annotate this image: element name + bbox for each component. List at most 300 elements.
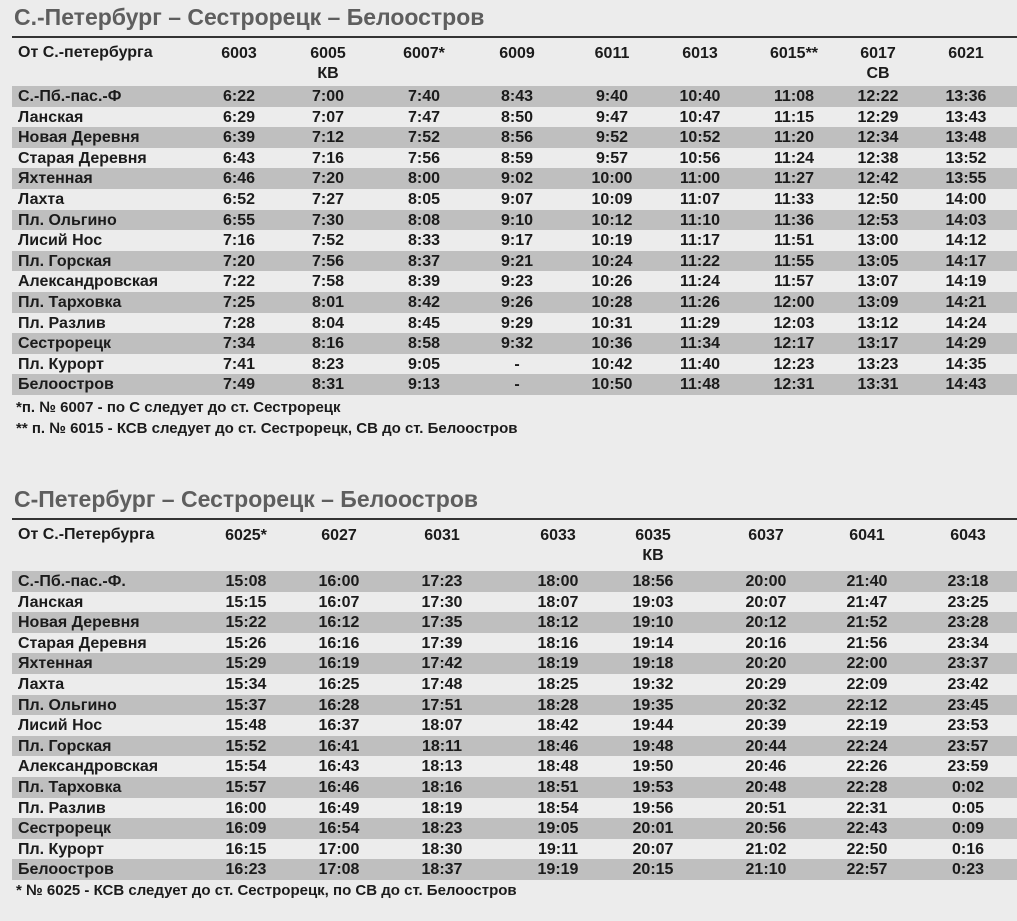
departure-time: 16:00 bbox=[318, 573, 360, 590]
header-row bbox=[12, 522, 1017, 564]
departure-time: 20:29 bbox=[745, 675, 787, 693]
table-row bbox=[12, 653, 1017, 674]
departure-time: 18:19 bbox=[421, 799, 463, 817]
departure-time: 23:28 bbox=[947, 614, 989, 632]
departure-time: 11:20 bbox=[773, 129, 815, 147]
departure-time: 7:07 bbox=[311, 108, 345, 126]
station-name: Пл. Тарховка bbox=[18, 293, 122, 311]
departure-time: 15:34 bbox=[225, 675, 267, 693]
train-number-label: 6031 bbox=[424, 527, 460, 544]
departure-time: 18:07 bbox=[421, 717, 463, 735]
departure-time: 16:12 bbox=[318, 614, 360, 632]
train-number bbox=[289, 526, 389, 546]
departure-time: 21:52 bbox=[846, 614, 888, 632]
departure-time: 20:07 bbox=[745, 593, 787, 611]
departure-time: 11:15 bbox=[773, 108, 815, 126]
departure-time: 12:42 bbox=[857, 170, 899, 188]
departure-time: 7:28 bbox=[222, 314, 256, 332]
departure-time: 10:52 bbox=[679, 129, 721, 147]
departure-time: 15:37 bbox=[225, 696, 267, 714]
departure-time: 20:07 bbox=[632, 840, 674, 858]
departure-time: 10:40 bbox=[679, 88, 721, 105]
train-number-label: 6033 bbox=[540, 527, 576, 544]
departure-time: 6:43 bbox=[222, 149, 256, 167]
departure-time: 8:37 bbox=[407, 252, 441, 270]
departure-time: 11:24 bbox=[773, 149, 815, 167]
departure-time: 13:09 bbox=[857, 293, 899, 311]
station-name: С.-Пб.-пас.-Ф. bbox=[18, 573, 126, 590]
departure-time: 0:09 bbox=[951, 820, 985, 838]
departure-time: 19:18 bbox=[632, 655, 674, 673]
table-row bbox=[12, 859, 1017, 880]
station-name: Пл. Ольгино bbox=[18, 211, 117, 229]
departure-time: 16:15 bbox=[225, 840, 267, 858]
train-number-label: 6041 bbox=[849, 527, 885, 544]
departure-time: 7:58 bbox=[311, 273, 345, 291]
departure-time: 16:43 bbox=[318, 758, 360, 776]
departure-time: 13:43 bbox=[945, 108, 987, 126]
departure-time: 19:10 bbox=[632, 614, 674, 632]
departure-time: 9:02 bbox=[500, 170, 534, 188]
train-number-label: 6003 bbox=[221, 45, 257, 62]
departure-time: 7:56 bbox=[407, 149, 441, 167]
departure-time: 19:53 bbox=[632, 778, 674, 796]
departure-time: 18:00 bbox=[537, 573, 579, 590]
departure-time: 8:23 bbox=[311, 355, 345, 373]
station-name: Белоостров bbox=[18, 861, 114, 879]
train-type-note: КВ bbox=[317, 65, 339, 82]
departure-time: 8:50 bbox=[500, 108, 534, 126]
station-name: Пл. Курорт bbox=[18, 355, 104, 373]
departure-time: 11:29 bbox=[679, 314, 721, 332]
departure-time: 14:17 bbox=[945, 252, 987, 270]
train-number bbox=[562, 44, 662, 64]
departure-time: 7:40 bbox=[407, 88, 441, 105]
train-number bbox=[828, 44, 928, 84]
departure-time: 10:28 bbox=[591, 293, 633, 311]
departure-time: 18:13 bbox=[421, 758, 463, 776]
departure-time: 18:48 bbox=[537, 758, 579, 776]
departure-time: 18:25 bbox=[537, 675, 579, 693]
train-number bbox=[196, 526, 296, 546]
departure-time: 11:34 bbox=[679, 335, 721, 353]
departure-time: 0:16 bbox=[951, 840, 985, 858]
departure-time: 23:45 bbox=[947, 696, 989, 714]
departure-time: 9:23 bbox=[500, 273, 534, 291]
departure-time: 20:01 bbox=[632, 820, 674, 838]
departure-time: 18:30 bbox=[421, 840, 463, 858]
departure-time: 21:40 bbox=[846, 573, 888, 590]
departure-time: 18:46 bbox=[537, 737, 579, 755]
departure-time: 22:57 bbox=[846, 861, 888, 879]
departure-time: 18:42 bbox=[537, 717, 579, 735]
station-name: Сестрорецк bbox=[18, 820, 112, 838]
departure-time: 20:15 bbox=[632, 861, 674, 879]
departure-time: 6:46 bbox=[222, 170, 256, 188]
departure-time: 23:18 bbox=[947, 573, 989, 590]
table-row bbox=[12, 292, 1017, 313]
departure-time: 20:44 bbox=[745, 737, 787, 755]
departure-time: 6:39 bbox=[222, 129, 256, 147]
departure-time: 15:29 bbox=[225, 655, 267, 673]
departure-time: 8:43 bbox=[500, 88, 534, 105]
departure-time: 14:12 bbox=[945, 232, 987, 250]
departure-time: - bbox=[514, 355, 520, 373]
departure-time: 23:37 bbox=[947, 655, 989, 673]
departure-time: 15:15 bbox=[225, 593, 267, 611]
departure-time: 20:12 bbox=[745, 614, 787, 632]
departure-time: 7:52 bbox=[311, 232, 345, 250]
departure-time: 16:25 bbox=[318, 675, 360, 693]
departure-time: 11:51 bbox=[773, 232, 815, 250]
departure-time: 20:32 bbox=[745, 696, 787, 714]
departure-time: 15:54 bbox=[225, 758, 267, 776]
train-number-label: 6027 bbox=[321, 527, 357, 544]
departure-time: 23:25 bbox=[947, 593, 989, 611]
departure-time: 22:19 bbox=[846, 717, 888, 735]
departure-time: 18:12 bbox=[537, 614, 579, 632]
train-number-label: 6037 bbox=[748, 527, 784, 544]
departure-time: 10:56 bbox=[679, 149, 721, 167]
departure-time: 18:16 bbox=[421, 778, 463, 796]
table-row bbox=[12, 189, 1017, 210]
departure-time: 13:31 bbox=[857, 376, 899, 394]
departure-time: 0:23 bbox=[951, 861, 985, 879]
departure-time: 7:20 bbox=[311, 170, 345, 188]
departure-time: 17:35 bbox=[421, 614, 463, 632]
departure-time: 16:16 bbox=[318, 634, 360, 652]
departure-time: 22:24 bbox=[846, 737, 888, 755]
departure-time: 8:00 bbox=[407, 170, 441, 188]
departure-time: 13:00 bbox=[857, 232, 899, 250]
train-number bbox=[916, 44, 1016, 64]
departure-time: 18:54 bbox=[537, 799, 579, 817]
departure-time: 22:26 bbox=[846, 758, 888, 776]
train-number bbox=[392, 526, 492, 546]
station-name: Пл. Тарховка bbox=[18, 778, 122, 796]
departure-time: 10:36 bbox=[591, 335, 633, 353]
departure-time: 15:22 bbox=[225, 614, 267, 632]
departure-time: 9:52 bbox=[595, 129, 629, 147]
departure-time: 0:05 bbox=[951, 799, 985, 817]
departure-time: 21:02 bbox=[745, 840, 787, 858]
departure-time: 21:10 bbox=[745, 861, 787, 879]
table-row bbox=[12, 633, 1017, 654]
departure-time: 17:08 bbox=[318, 861, 360, 879]
table-row bbox=[12, 107, 1017, 128]
departure-time: 14:35 bbox=[945, 355, 987, 373]
departure-time: 14:43 bbox=[945, 376, 987, 394]
departure-time: 11:36 bbox=[773, 211, 815, 229]
departure-time: 9:13 bbox=[407, 376, 441, 394]
departure-time: 16:19 bbox=[318, 655, 360, 673]
table-row bbox=[12, 571, 1017, 592]
departure-time: 18:37 bbox=[421, 861, 463, 879]
departure-time: 8:45 bbox=[407, 314, 441, 332]
table-row bbox=[12, 271, 1017, 292]
departure-time: 16:41 bbox=[318, 737, 360, 755]
departure-time: 10:09 bbox=[591, 190, 633, 208]
departure-time: 8:04 bbox=[311, 314, 345, 332]
departure-time: 18:56 bbox=[632, 573, 674, 590]
train-type-note: СВ bbox=[866, 65, 890, 82]
departure-time: 20:39 bbox=[745, 717, 787, 735]
timetable-body bbox=[12, 86, 1017, 395]
departure-time: 18:28 bbox=[537, 696, 579, 714]
departure-time: 13:07 bbox=[857, 273, 899, 291]
departure-time: 17:30 bbox=[421, 593, 463, 611]
departure-time: 20:16 bbox=[745, 634, 787, 652]
departure-time: 14:19 bbox=[945, 273, 987, 291]
departure-time: 19:48 bbox=[632, 737, 674, 755]
departure-time: 6:52 bbox=[222, 190, 256, 208]
departure-time: 11:57 bbox=[773, 273, 815, 291]
train-number-label: 6013 bbox=[682, 45, 718, 62]
departure-time: 17:00 bbox=[318, 840, 360, 858]
departure-time: 9:26 bbox=[500, 293, 534, 311]
table-row bbox=[12, 818, 1017, 839]
departure-time: 7:34 bbox=[222, 335, 256, 353]
departure-time: 19:35 bbox=[632, 696, 674, 714]
departure-time: 11:24 bbox=[679, 273, 721, 291]
station-name: Ланская bbox=[18, 108, 84, 126]
departure-time: 22:43 bbox=[846, 820, 888, 838]
departure-time: 19:11 bbox=[537, 840, 579, 858]
station-name: Пл. Горская bbox=[18, 737, 112, 755]
departure-time: 20:46 bbox=[745, 758, 787, 776]
departure-time: 19:19 bbox=[537, 861, 579, 879]
departure-time: 23:42 bbox=[947, 675, 989, 693]
departure-time: 9:17 bbox=[500, 232, 534, 250]
departure-time: 11:10 bbox=[679, 211, 721, 229]
departure-time: 17:48 bbox=[421, 675, 463, 693]
table-row bbox=[12, 798, 1017, 819]
train-number bbox=[508, 526, 608, 546]
footnote: ** п. № 6015 - КСВ следует до ст. Сестрорецк, СВ до ст. Белоостров bbox=[16, 420, 518, 437]
departure-time: 14:00 bbox=[945, 190, 987, 208]
departure-time: 7:00 bbox=[311, 88, 345, 105]
train-type-note: КВ bbox=[642, 547, 664, 564]
departure-time: 9:40 bbox=[595, 88, 629, 105]
station-name: Новая Деревня bbox=[18, 129, 140, 147]
departure-time: 12:03 bbox=[773, 314, 815, 332]
departure-time: 7:25 bbox=[222, 293, 256, 311]
departure-time: 8:39 bbox=[407, 273, 441, 291]
departure-time: 12:29 bbox=[857, 108, 899, 126]
station-name: Александровская bbox=[18, 273, 159, 291]
timetable-title: С-Петербург – Сестрорецк – Белоостров bbox=[14, 486, 479, 512]
departure-time: 12:53 bbox=[857, 211, 899, 229]
departure-time: 16:28 bbox=[318, 696, 360, 714]
departure-time: 10:50 bbox=[591, 376, 633, 394]
station-name: Старая Деревня bbox=[18, 634, 147, 652]
departure-time: 13:48 bbox=[945, 129, 987, 147]
departure-time: 23:53 bbox=[947, 717, 989, 735]
departure-time: 11:26 bbox=[679, 293, 721, 311]
departure-time: 7:12 bbox=[311, 129, 345, 147]
departure-time: 22:50 bbox=[846, 840, 888, 858]
train-number bbox=[189, 44, 289, 64]
departure-time: 10:12 bbox=[591, 211, 633, 229]
train-number-label: 6025* bbox=[225, 527, 267, 544]
station-name: Лахта bbox=[18, 675, 65, 693]
departure-time: 16:49 bbox=[318, 799, 360, 817]
table-row bbox=[12, 674, 1017, 695]
train-number-label: 6035 bbox=[635, 527, 671, 544]
table-row bbox=[12, 695, 1017, 716]
departure-time: 7:16 bbox=[222, 232, 256, 250]
departure-time: 19:50 bbox=[632, 758, 674, 776]
departure-time: 11:40 bbox=[679, 355, 721, 373]
departure-time: 23:59 bbox=[947, 758, 989, 776]
departure-time: 18:07 bbox=[537, 593, 579, 611]
footnotes bbox=[16, 881, 517, 902]
departure-time: 10:42 bbox=[591, 355, 633, 373]
departure-time: 7:49 bbox=[222, 376, 256, 394]
footnote: *п. № 6007 - по С следует до ст. Сестрорецк bbox=[16, 399, 341, 416]
train-number-label: 6021 bbox=[948, 45, 984, 62]
departure-time: 18:16 bbox=[537, 634, 579, 652]
departure-time: 13:17 bbox=[857, 335, 899, 353]
departure-time: 10:00 bbox=[591, 170, 633, 188]
departure-time: 20:00 bbox=[745, 573, 787, 590]
table-row bbox=[12, 86, 1017, 107]
departure-time: 8:56 bbox=[500, 129, 534, 147]
departure-time: 15:48 bbox=[225, 717, 267, 735]
station-name: Пл. Курорт bbox=[18, 840, 104, 858]
departure-time: 12:50 bbox=[857, 190, 899, 208]
departure-time: 17:51 bbox=[421, 696, 463, 714]
departure-time: 7:16 bbox=[311, 149, 345, 167]
departure-time: 11:00 bbox=[679, 170, 721, 188]
departure-time: 16:46 bbox=[318, 778, 360, 796]
departure-time: 10:24 bbox=[591, 252, 633, 270]
departure-time: 12:34 bbox=[857, 129, 899, 147]
departure-time: 14:21 bbox=[945, 293, 987, 311]
station-name: Ланская bbox=[18, 593, 84, 611]
departure-time: 7:41 bbox=[222, 355, 256, 373]
departure-time: 16:23 bbox=[225, 861, 267, 879]
departure-time: 13:23 bbox=[857, 355, 899, 373]
table-row bbox=[12, 736, 1017, 757]
table-row bbox=[12, 612, 1017, 633]
departure-time: 11:07 bbox=[679, 190, 721, 208]
table-row bbox=[12, 756, 1017, 777]
departure-time: 7:47 bbox=[407, 108, 441, 126]
departure-time: 21:47 bbox=[846, 593, 888, 611]
departure-time: 11:27 bbox=[773, 170, 815, 188]
train-number-label: 6015** bbox=[769, 45, 819, 62]
train-number-label: 6005 bbox=[310, 45, 346, 62]
departure-time: 8:33 bbox=[407, 232, 441, 250]
departure-time: 17:39 bbox=[421, 634, 463, 652]
departure-time: 8:59 bbox=[500, 149, 534, 167]
departure-time: 10:47 bbox=[679, 108, 721, 126]
header-row bbox=[12, 40, 1017, 82]
departure-time: 17:23 bbox=[421, 573, 463, 590]
departure-time: 13:05 bbox=[857, 252, 899, 270]
table-row bbox=[12, 592, 1017, 613]
departure-time: 6:29 bbox=[222, 108, 256, 126]
departure-time: 7:30 bbox=[311, 211, 345, 229]
station-name: Пл. Разлив bbox=[18, 314, 106, 332]
departure-time: 11:33 bbox=[773, 190, 815, 208]
train-number bbox=[603, 526, 703, 566]
footnotes bbox=[16, 398, 517, 440]
departure-time: 6:55 bbox=[222, 211, 256, 229]
departure-time: 14:29 bbox=[945, 335, 987, 353]
train-number bbox=[716, 526, 816, 546]
departure-time: 7:27 bbox=[311, 190, 345, 208]
departure-time: 7:52 bbox=[407, 129, 441, 147]
departure-time: 20:48 bbox=[745, 778, 787, 796]
station-name: С.-Пб.-пас.-Ф bbox=[18, 88, 122, 105]
train-number-label: 6009 bbox=[499, 45, 535, 62]
departure-time: 19:14 bbox=[632, 634, 674, 652]
table-row bbox=[12, 251, 1017, 272]
table-row bbox=[12, 313, 1017, 334]
departure-time: 16:07 bbox=[318, 593, 360, 611]
footnote: * № 6025 - КСВ следует до ст. Сестрорецк, по СВ до ст. Белоостров bbox=[16, 882, 517, 899]
table-row bbox=[12, 777, 1017, 798]
station-name: Старая Деревня bbox=[18, 149, 147, 167]
table-row bbox=[12, 374, 1017, 395]
departure-time: 9:32 bbox=[500, 335, 534, 353]
departure-time: 0:02 bbox=[951, 778, 985, 796]
departure-time: 22:12 bbox=[846, 696, 888, 714]
departure-time: 10:19 bbox=[591, 232, 633, 250]
departure-time: 16:00 bbox=[225, 799, 267, 817]
station-name: Сестрорецк bbox=[18, 335, 112, 353]
table-row bbox=[12, 210, 1017, 231]
origin-label: От С.-Петербурга bbox=[18, 526, 155, 543]
header-rule bbox=[12, 36, 1017, 38]
departure-time: 13:52 bbox=[945, 149, 987, 167]
departure-time: 22:00 bbox=[846, 655, 888, 673]
table-row bbox=[12, 168, 1017, 189]
departure-time: 13:55 bbox=[945, 170, 987, 188]
departure-time: 20:51 bbox=[745, 799, 787, 817]
departure-time: 10:31 bbox=[591, 314, 633, 332]
departure-time: 7:20 bbox=[222, 252, 256, 270]
departure-time: 8:05 bbox=[407, 190, 441, 208]
train-number-label: 6017 bbox=[860, 45, 896, 62]
departure-time: 8:42 bbox=[407, 293, 441, 311]
departure-time: 7:22 bbox=[222, 273, 256, 291]
departure-time: 23:34 bbox=[947, 634, 989, 652]
departure-time: 13:36 bbox=[945, 88, 987, 105]
departure-time: 18:23 bbox=[421, 820, 463, 838]
departure-time: 10:26 bbox=[591, 273, 633, 291]
departure-time: 11:48 bbox=[679, 376, 721, 394]
departure-time: 9:10 bbox=[500, 211, 534, 229]
table-row bbox=[12, 148, 1017, 169]
departure-time: 12:00 bbox=[773, 293, 815, 311]
departure-time: 18:19 bbox=[537, 655, 579, 673]
departure-time: 9:07 bbox=[500, 190, 534, 208]
timetable-title: С.-Петербург – Сестрорецк – Белоостров bbox=[14, 4, 485, 30]
departure-time: 13:12 bbox=[857, 314, 899, 332]
departure-time: 11:55 bbox=[773, 252, 815, 270]
train-number-label: 6007* bbox=[403, 45, 445, 62]
table-row bbox=[12, 839, 1017, 860]
departure-time: 22:09 bbox=[846, 675, 888, 693]
table-row bbox=[12, 127, 1017, 148]
departure-time: 9:05 bbox=[407, 355, 441, 373]
departure-time: 9:29 bbox=[500, 314, 534, 332]
departure-time: 8:08 bbox=[407, 211, 441, 229]
departure-time: 19:05 bbox=[537, 820, 579, 838]
